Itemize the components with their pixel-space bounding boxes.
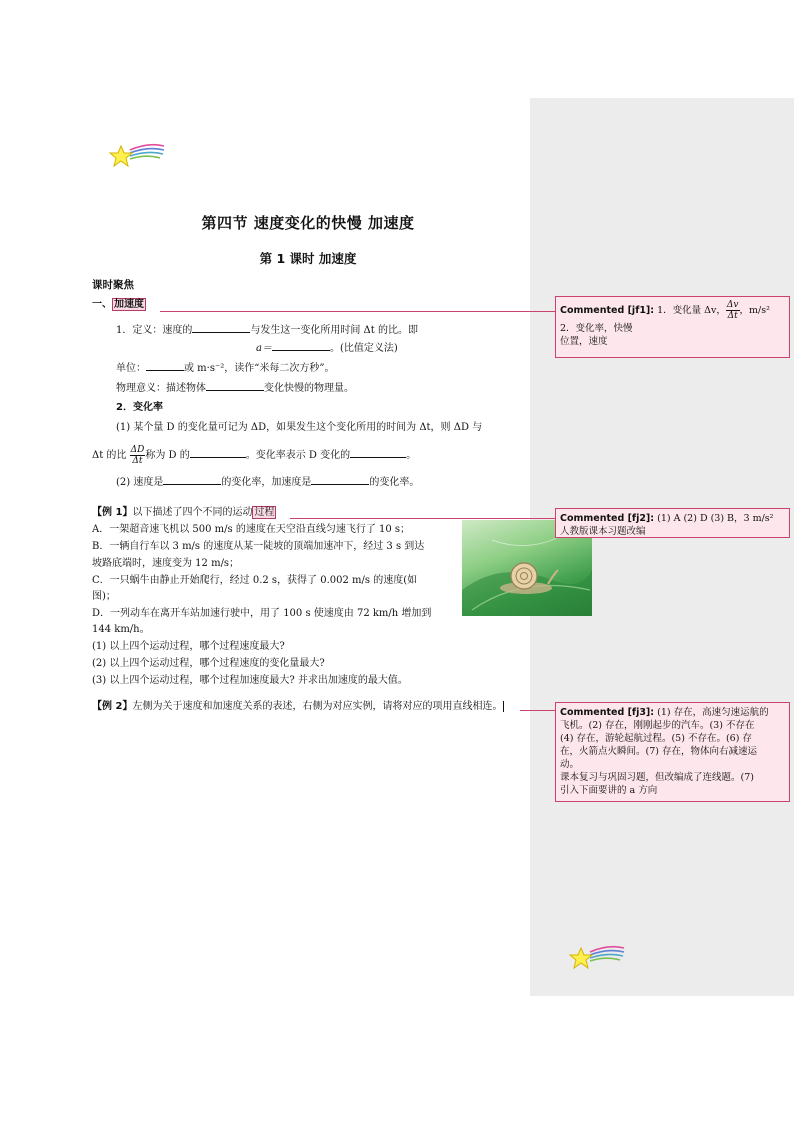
- comment-text: 1．变化量 Δv，: [657, 305, 726, 316]
- section-number: 一、: [92, 299, 112, 310]
- example-text: 左侧为关于速度和加速度关系的表述，右侧为对应实例，请将对应的项用直线相连。: [132, 701, 503, 712]
- comment-line-7: 引入下面要讲的 a 方向: [560, 785, 658, 796]
- definition-text: 1．定义：速度的: [116, 325, 193, 336]
- question-3: (3) 以上四个运动过程，哪个过程加速度最大? 并求出加速度的最大值。: [92, 675, 408, 686]
- rate-text-2: 的变化率，加速度是: [221, 477, 312, 488]
- comment-box[interactable]: [555, 702, 790, 802]
- answer-blank[interactable]: [350, 447, 406, 458]
- comment-line-6: 课本复习与巩固习题，但改编成了连线题。(7): [560, 772, 754, 783]
- comment-title: Commented [fj2]:: [560, 513, 655, 524]
- option-a: A．一架超音速飞机以 500 m/s 的速度在天空沿直线匀速飞行了 10 s；: [92, 524, 411, 535]
- answer-blank[interactable]: [206, 380, 264, 391]
- comment-line-5: 动。: [560, 759, 580, 770]
- example-tag: 【例 2】: [92, 701, 133, 712]
- section-heading: [92, 298, 146, 312]
- question-1: (1) 以上四个运动过程，哪个过程速度最大?: [92, 641, 285, 652]
- comment-text: (1) 存在，高速匀速运航的: [657, 707, 769, 718]
- rate-heading: [116, 401, 163, 415]
- answer-blank[interactable]: [272, 340, 330, 351]
- comment-connector: [160, 311, 555, 312]
- option-d-line1: D．一列动车在离开车站加速行驶中，用了 100 s 使速度由 72 km/h 增加到: [92, 608, 432, 619]
- answer-blank[interactable]: [146, 360, 184, 371]
- text-cursor: [503, 701, 504, 712]
- answer-blank[interactable]: [163, 474, 221, 485]
- rate-line-3: [116, 474, 419, 490]
- example1-intro: [92, 506, 276, 520]
- section-label: 课时聚焦: [92, 279, 134, 291]
- unit-text: 或 m·s⁻²，读作“米每二次方秒”。: [184, 363, 335, 374]
- comment-title: Commented [jf1]:: [560, 305, 655, 316]
- definition-line: [116, 322, 418, 338]
- comment-line-3: (4) 存在，游轮起航过程。(5) 不存在。(6) 存: [560, 733, 752, 744]
- comment-line-2: 飞机。(2) 存在，刚刚起步的汽车。(3) 不存在: [560, 720, 755, 731]
- comment-connector: [520, 710, 555, 711]
- page-title: 第四节 速度变化的快慢 加速度: [201, 214, 415, 232]
- comment-title: Commented [fj3]:: [560, 707, 655, 718]
- rate-text: (2) 速度是: [116, 477, 164, 488]
- definition-text-2: 与发生这一变化所用时间 Δt 的比。即: [250, 325, 418, 336]
- answer-blank[interactable]: [311, 474, 369, 485]
- ratio-fraction: [130, 445, 146, 466]
- option-d-line2: 144 km/h。: [92, 624, 150, 635]
- comment-line-4: 在，火箭点火瞬间。(7) 存在，物体向右减速运: [560, 746, 757, 757]
- fraction-denominator: Δt: [727, 311, 738, 321]
- comment-line-2: 2．变化率，快慢: [560, 323, 633, 334]
- rate-text-4: 。: [406, 450, 417, 461]
- comment-line-3: 位置，速度: [560, 336, 608, 347]
- comment-text: ，m/s²: [739, 305, 770, 316]
- comment-line-2: 人教版课本习题改编: [560, 526, 646, 537]
- unit-label: 单位：: [116, 363, 146, 374]
- rate-text-3: 。变化率表示 D 变化的: [245, 450, 351, 461]
- option-c-line2: 图)；: [92, 591, 116, 602]
- option-b-line1: B．一辆自行车以 3 m/s 的速度从某一陡坡的顶端加速冲下，经过 3 s 到达: [92, 541, 425, 552]
- example-text: 以下描述了四个不同的运动: [132, 507, 253, 518]
- meaning-label: 物理意义：描述物体: [116, 383, 206, 394]
- question-2: (2) 以上四个运动过程，哪个过程速度的变化量最大?: [92, 658, 325, 669]
- star-icon: [108, 142, 166, 174]
- star-icon: [568, 944, 626, 976]
- rate-title: 变化率: [132, 402, 163, 413]
- rate-text-2: 称为 D 的: [145, 450, 190, 461]
- comment-text: (1) A (2) D (3) B，3 m/s²: [657, 513, 774, 524]
- rate-line-2: [92, 442, 416, 470]
- rate-text: Δt 的比: [92, 450, 127, 461]
- meaning-text: 变化快慢的物理量。: [264, 383, 354, 394]
- formula-line: [256, 340, 398, 356]
- comment-box[interactable]: [555, 508, 790, 538]
- example2-line: [92, 700, 504, 714]
- comment-box[interactable]: [555, 296, 790, 358]
- comment-anchor-highlight[interactable]: 过程: [254, 507, 275, 518]
- comment-fraction: [726, 300, 740, 321]
- section-title-highlight: 加速度: [114, 299, 144, 310]
- option-c-line1: C．一只蜗牛由静止开始爬行，经过 0.2 s，获得了 0.002 m/s 的速度(如: [92, 575, 418, 586]
- meaning-line: [116, 380, 354, 396]
- comment-line-1: [560, 512, 785, 525]
- fraction-numerator: ΔD: [130, 445, 145, 455]
- option-b-line2: 坡路底端时，速度变为 12 m/s；: [92, 558, 240, 569]
- example-tag: 【例 1】: [92, 507, 133, 518]
- fraction-denominator: Δt: [132, 456, 143, 466]
- comment-line-1: [560, 300, 785, 322]
- comment-connector: [290, 518, 555, 519]
- fraction-numerator: Δv: [726, 300, 739, 310]
- answer-blank[interactable]: [192, 322, 250, 333]
- rate-text-3: 的变化率。: [369, 477, 420, 488]
- answer-blank[interactable]: [190, 447, 246, 458]
- comment-line-1: [560, 706, 785, 719]
- rate-line-1: (1) 某个量 D 的变化量可记为 ΔD，如果发生这个变化所用的时间为 Δt，则 ΔD 与: [116, 422, 483, 433]
- formula-note: 。(比值定义法): [329, 343, 398, 354]
- lesson-subtitle: 第 1 课时 加速度: [259, 251, 357, 266]
- unit-line: [116, 360, 334, 376]
- formula-label: a＝: [256, 343, 272, 354]
- rate-number: 2．: [116, 402, 133, 413]
